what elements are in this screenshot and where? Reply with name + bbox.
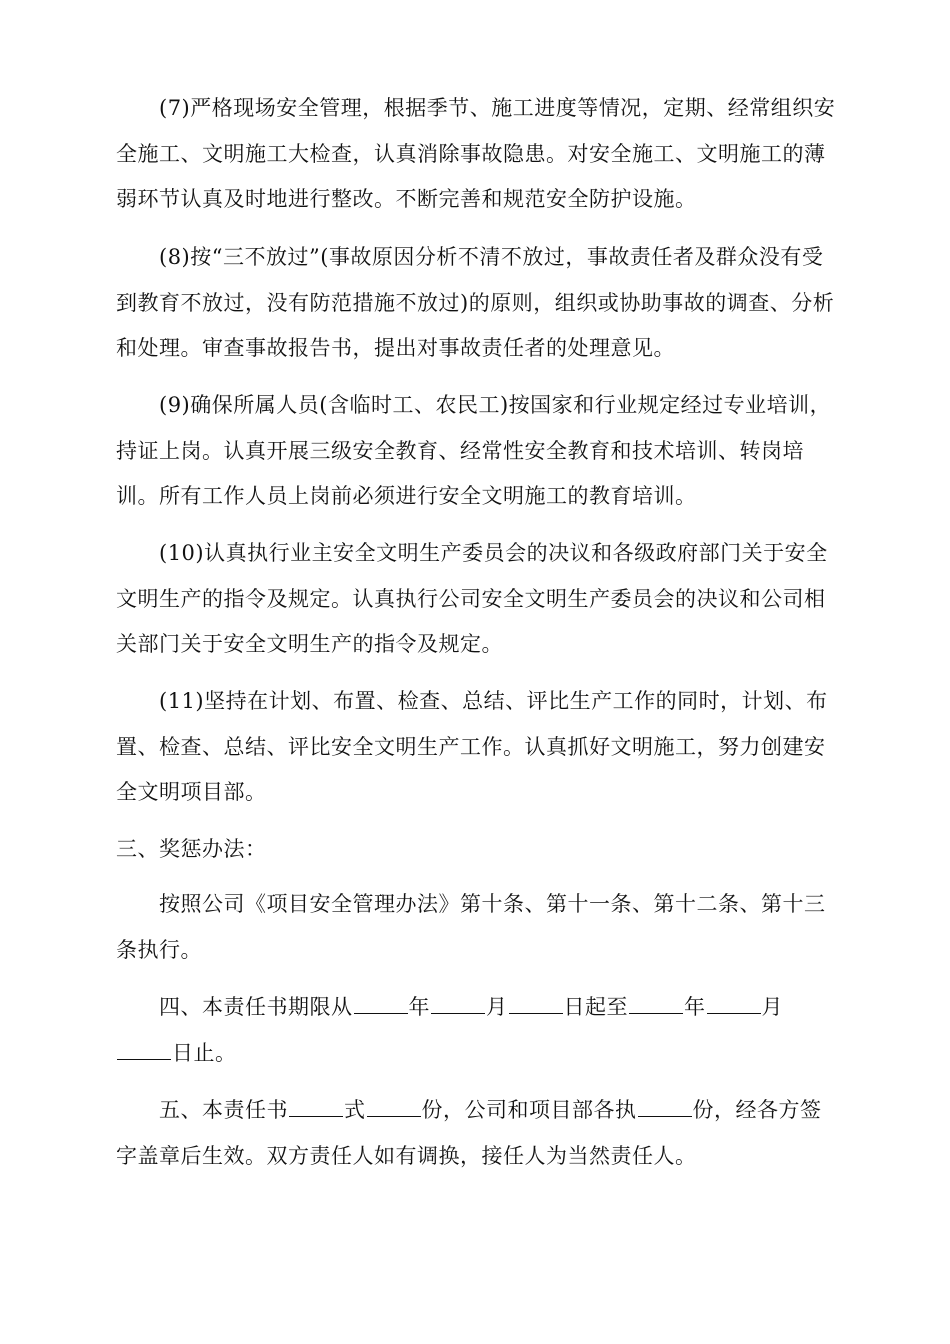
blank-field xyxy=(431,995,485,1014)
blank-field xyxy=(354,995,408,1014)
section-5-style: 式 xyxy=(344,1098,366,1122)
clause-8: (8)按“三不放过”(事故原因分析不清不放过，事故责任者及群众没有受到教育不放过，没有防范措施不放过)的原则，组织或协助事故的调查、分析和处理。审查事故报告书，提出对事故责任者的处理意见。 xyxy=(116,245,835,360)
blank-field xyxy=(367,1098,421,1117)
blank-field xyxy=(289,1098,343,1117)
section-3-body: 按照公司《项目安全管理办法》第十条、第十一条、第十二条、第十三条执行。 xyxy=(116,892,826,962)
clause-10: (10)认真执行业主安全文明生产委员会的决议和各级政府部门关于安全文明生产的指令及规定。认真执行公司安全文明生产委员会的决议和公司相关部门关于安全文明生产的指令及规定。 xyxy=(116,541,828,656)
section-4-year1: 年 xyxy=(408,995,430,1019)
section-4-month2: 月 xyxy=(761,995,783,1019)
section-4-day-from: 日起至 xyxy=(563,995,628,1019)
section-4-term xyxy=(116,985,836,1076)
section-5-rest: 份，经各方签字盖章后生效。双方责任人如有调换，接任人为当然责任人。 xyxy=(116,1098,822,1168)
section-5-copies-text: 份，公司和项目部各执 xyxy=(421,1098,637,1122)
section-3-title: 三、奖惩办法： xyxy=(116,837,267,861)
section-4-year2: 年 xyxy=(684,995,706,1019)
blank-field xyxy=(629,995,683,1014)
blank-field xyxy=(707,995,761,1014)
blank-field xyxy=(638,1098,692,1117)
blank-field xyxy=(509,995,563,1014)
clause-9: (9)确保所属人员(含临时工、农民工)按国家和行业规定经过专业培训，持证上岗。认真开展三级安全教育、经常性安全教育和技术培训、转岗培训。所有工作人员上岗前必须进行安全文明施工的教育培训。 xyxy=(116,393,832,508)
blank-field xyxy=(117,1041,171,1060)
section-5-copies xyxy=(116,1088,836,1179)
section-4-month1: 月 xyxy=(486,995,508,1019)
clause-11: (11)坚持在计划、布置、检查、总结、评比生产工作的同时，计划、布置、检查、总结、评比安全文明生产工作。认真抓好文明施工，努力创建安全文明项目部。 xyxy=(116,689,828,804)
section-5-prefix: 五、本责任书 xyxy=(159,1098,288,1122)
section-4-day-to: 日止。 xyxy=(172,1040,237,1065)
clause-7: (7)严格现场安全管理，根据季节、施工进度等情况，定期、经常组织安全施工、文明施工大检查，认真消除事故隐患。对安全施工、文明施工的薄弱环节认真及时地进行整改。不断完善和规范安全防护设施。 xyxy=(116,96,836,211)
section-4-prefix: 四、本责任书期限从 xyxy=(159,995,353,1019)
